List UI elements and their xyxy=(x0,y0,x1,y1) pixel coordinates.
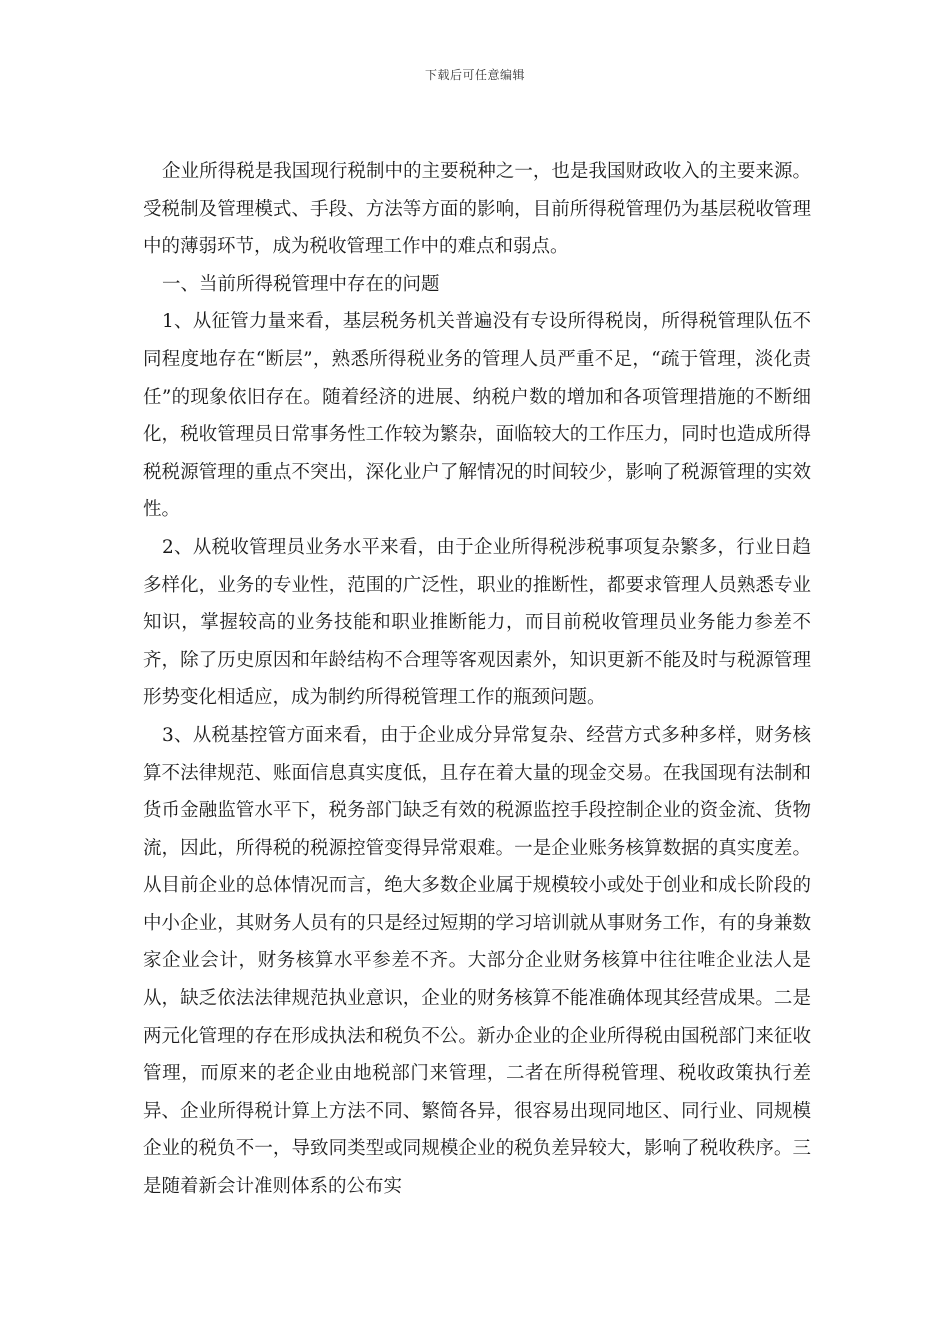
paragraph-3: 3、从税基控管方面来看，由于企业成分异常复杂、经营方式多种多样，财务核算不法律规范、账面信息真实度低，且存在着大量的现金交易。在我国现有法制和货币金融监管水平下，税务部门缺乏有效的税源监控手段控制企业的资金流、货物流，因此，所得税的税源控管变得异常艰难。一是企业账务核算数据的真实度差。从目前企业的总体情况而言，绝大多数企业属于规模较小或处于创业和成长阶段的中小企业，其财务人员有的只是经过短期的学习培训就从事财务工作，有的身兼数家企业会计，财务核算水平参差不齐。大部分企业财务核算中往往唯企业法人是从，缺乏依法法律规范执业意识，企业的财务核算不能准确体现其经营成果。二是两元化管理的存在形成执法和税负不公。新办企业的企业所得税由国税部门来征收管理，而原来的老企业由地税部门来管理，二者在所得税管理、税收政策执行差异、企业所得税计算上方法不同、繁简各异，很容易出现同地区、同行业、同规模企业的税负不一，导致同类型或同规模企业的税负差异较大，影响了税收秩序。三是随着新会计准则体系的公布实 xyxy=(143,724,811,1198)
section-heading: 一、当前所得税管理中存在的问题 xyxy=(162,273,440,295)
page-header: 下载后可任意编辑 xyxy=(424,68,525,82)
paragraph-2: 2、从税收管理员业务水平来看，由于企业所得税涉税事项复杂繁多，行业日趋多样化，业务的专业性，范围的广泛性，职业的推断性，都要求管理人员熟悉专业知识，掌握较高的业务技能和职业推断能力，而目前税收管理员业务能力参差不齐，除了历史原因和年龄结构不合理等客观因素外，知识更新不能及时与税源管理形势变化相适应，成为制约所得税管理工作的瓶颈问题。 xyxy=(143,536,811,709)
paragraph-1: 1、从征管力量来看，基层税务机关普遍没有专设所得税岗，所得税管理队伍不同程度地存在“断层”，熟悉所得税业务的管理人员严重不足，“疏于管理，淡化责任”的现象依旧存在。随着经济的进展、纳税户数的增加和各项管理措施的不断细化，税收管理员日常事务性工作较为繁杂，面临较大的工作压力，同时也造成所得税税源管理的重点不突出，深化业户了解情况的时间较少，影响了税源管理的实效性。 xyxy=(143,311,811,521)
document-body xyxy=(143,153,811,1206)
intro-paragraph: 企业所得税是我国现行税制中的主要税种之一，也是我国财政收入的主要来源。受税制及管理模式、手段、方法等方面的影响，目前所得税管理仍为基层税收管理中的薄弱环节，成为税收管理工作中的难点和弱点。 xyxy=(143,161,811,258)
